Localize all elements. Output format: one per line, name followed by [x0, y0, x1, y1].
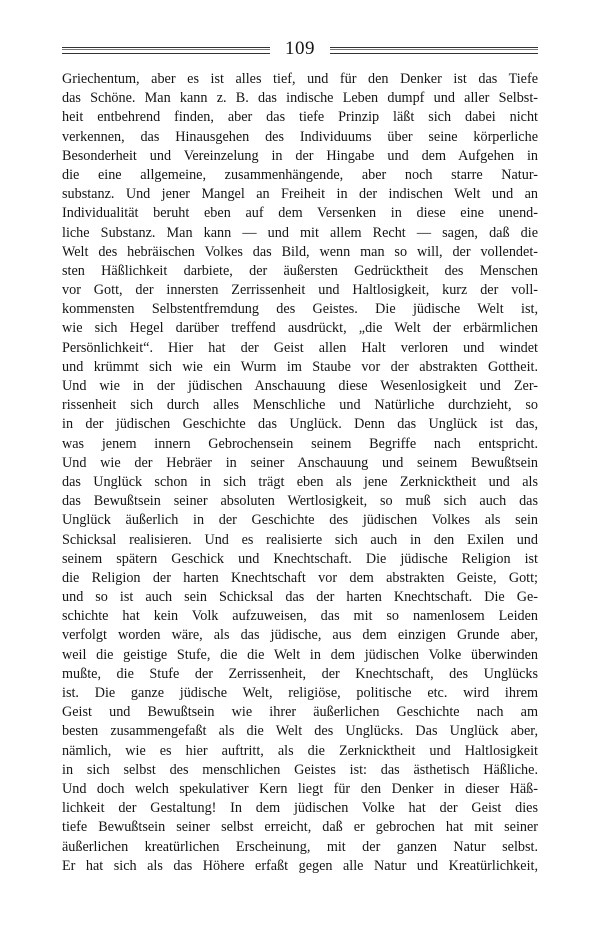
text-line: tiefe Bewußtsein seiner selbst erreicht, daß er gebrochen hat mit seiner — [62, 819, 538, 836]
text-line: Griechentum, aber es ist alles tief, und für den Denker ist das Tiefe — [62, 71, 538, 87]
text-line: substanz. Und jener Mangel an Freiheit in der indischen Welt und an — [62, 186, 538, 203]
page-number: 109 — [285, 38, 315, 59]
text-line: die eine allgemeine, zusammenhängende, aber noch starre Natur- — [62, 166, 538, 183]
body-text — [62, 70, 538, 876]
text-line: rissenheit sich durch alles Menschliche und Natürliche durchzieht, so — [62, 397, 538, 414]
text-line: besten zusammengefaßt als die Welt des Unglücks. Das Unglück aber, — [62, 723, 538, 740]
text-line: liche Substanz. Man kann — und mit allem Recht — sagen, daß die — [62, 224, 538, 241]
text-line: in der jüdischen Geschichte das Unglück. Denn das Unglück ist das, — [62, 416, 538, 433]
text-line: und so ist auch sein Schicksal das der harten Knechtschaft. Die Ge- — [62, 589, 538, 606]
text-line: äußerlichen kreatürlichen Erscheinung, mit der ganzen Natur selbst. — [62, 838, 538, 855]
text-line: ist. Die ganze jüdische Welt, religiöse, politische etc. wird ihrem — [62, 685, 538, 701]
text-line: und krümmt sich wie ein Wurm im Staube vor der abstrakten Gottheit. — [62, 358, 538, 375]
text-line: verkennen, das Hinausgehen des Individuums über seine körperliche — [62, 128, 538, 145]
text-line: Welt des hebräischen Volkes das Bild, wenn man so will, der vollendet- — [62, 243, 538, 260]
text-line: schichte hat kein Volk aufzuweisen, das mit so namenlosem Leiden — [62, 608, 538, 625]
text-line: Besonderheit und Vereinzelung in der Hingabe und dem Aufgehen in — [62, 147, 538, 164]
text-line: seinem spätern Geschick und Knechtschaft. Die jüdische Religion ist — [62, 550, 538, 567]
text-line: Und wie in der jüdischen Anschauung diese Wesenlosigkeit und Zer- — [62, 378, 538, 394]
text-line: kommensten Selbstentfremdung des Geistes. Die jüdische Welt ist, — [62, 301, 538, 318]
header-rule-right — [330, 47, 538, 54]
text-line: vor Gott, der innersten Zerrissenheit und Haltlosigkeit, kurz der voll- — [62, 282, 538, 299]
text-line: in sich selbst des menschlichen Geistes ist: das ästhetisch Häßliche. — [62, 761, 538, 778]
text-line: heit entbehrend finden, aber das tiefe Prinzip läßt sich dabei nicht — [62, 109, 538, 126]
text-line: das Bewußtsein seiner absoluten Wertlosigkeit, so muß sich auch das — [62, 493, 538, 510]
text-line: das Unglück schon in sich trägt eben als jene Zerknicktheit und als — [62, 473, 538, 490]
text-line: was jenem innern Gebrochensein seinem Begriffe nach entspricht. — [62, 435, 538, 452]
text-line: Er hat sich als das Höhere erfaßt gegen alle Natur und Kreatürlichkeit, — [62, 857, 538, 874]
text-line: Individualität beruht eben auf dem Versenken in diese eine unend- — [62, 205, 538, 222]
text-line: weil die geistige Stufe, die die Welt in dem jüdischen Volke überwinden — [62, 646, 538, 663]
page-header — [62, 38, 538, 62]
text-line: Geist und Bewußtsein wie ihrer äußerlichen Geschichte nach am — [62, 704, 538, 721]
text-line: Persönlichkeit“. Hier hat der Geist allen Halt verloren und windet — [62, 339, 538, 356]
text-line: nämlich, wie es hier auftritt, als die Zerknicktheit und Haltlosigkeit — [62, 742, 538, 759]
text-line: Und doch welch spekulativer Kern liegt für den Denker in dieser Häß- — [62, 780, 538, 797]
text-line: mußte, die Stufe der Zerrissenheit, der Knechtschaft, des Unglücks — [62, 665, 538, 682]
text-line: Schicksal realisieren. Und es realisierte sich auch in den Exilen und — [62, 531, 538, 548]
text-line: sten Häßlichkeit darbiete, der äußersten Gedrücktheit des Menschen — [62, 262, 538, 279]
text-line: wie sich Hegel darüber treffend ausdrückt, „die Welt der erbärmlichen — [62, 320, 538, 337]
text-line: die Religion der harten Knechtschaft vor dem abstrakten Geiste, Gott; — [62, 569, 538, 586]
text-line: lichkeit der Gestaltung! In dem jüdischen Volke hat der Geist dies — [62, 800, 538, 817]
text-line: Und wie der Hebräer in seiner Anschauung und seinem Bewußtsein — [62, 454, 538, 471]
text-line: das Schöne. Man kann z. B. das indische Leben dumpf und aller Selbst- — [62, 90, 538, 107]
text-line: Unglück äußerlich in der Geschichte des jüdischen Volkes als sein — [62, 512, 538, 529]
text-line: verfolgt worden wäre, als das jüdische, aus dem einzigen Grunde aber, — [62, 627, 538, 644]
